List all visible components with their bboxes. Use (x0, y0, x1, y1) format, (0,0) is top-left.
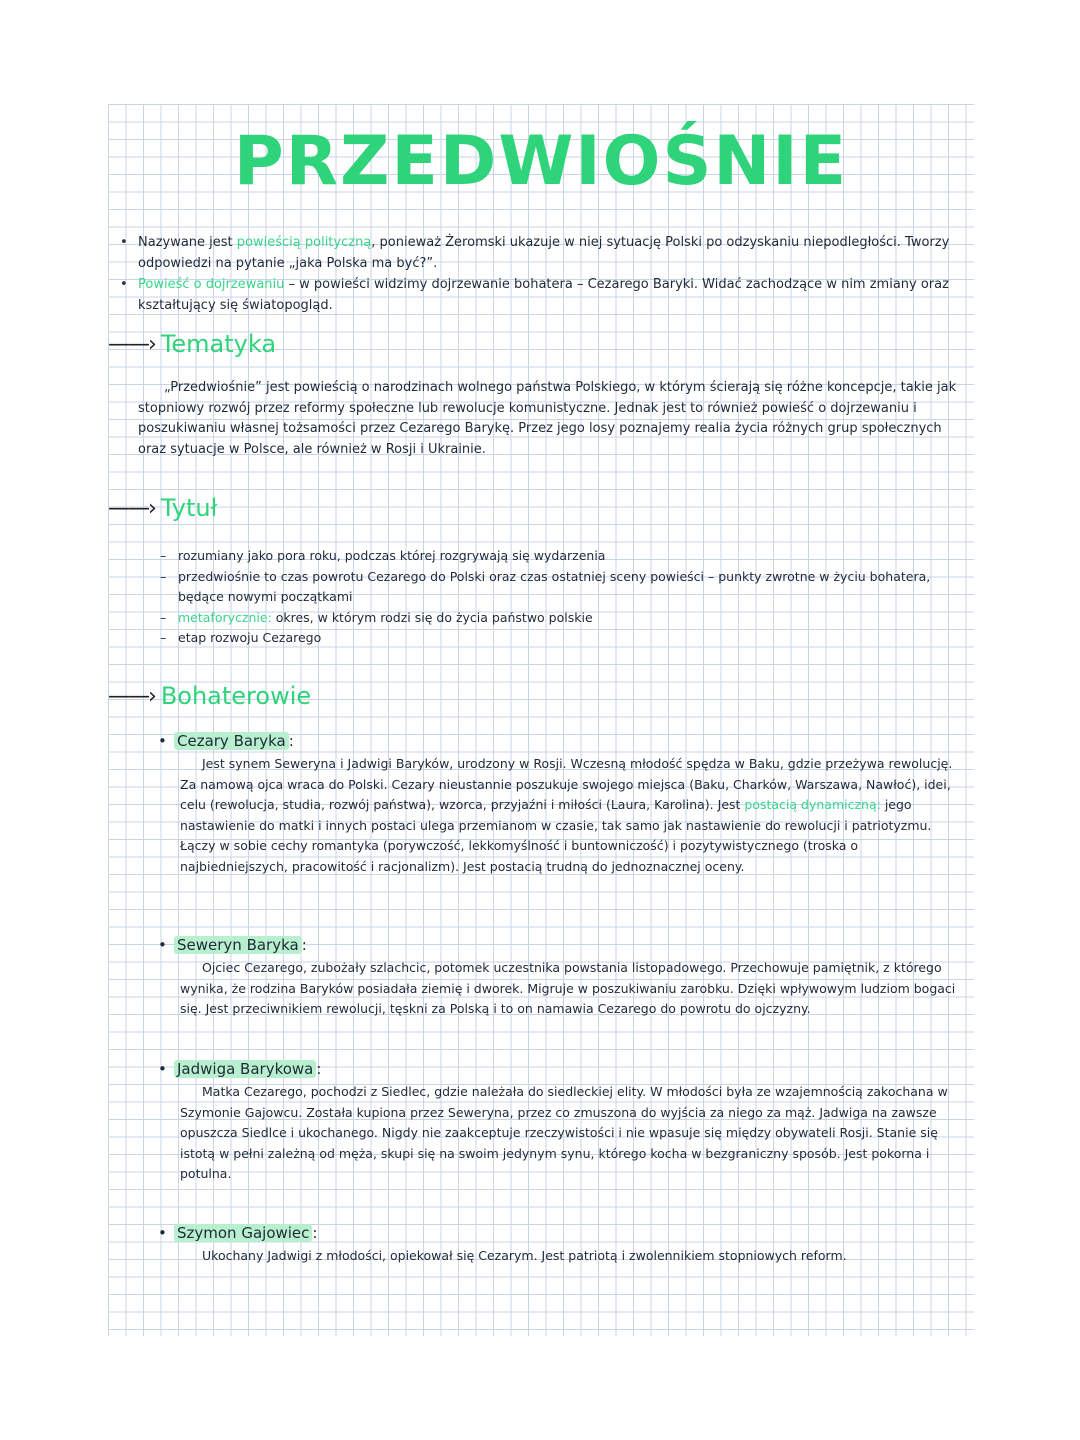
highlight-text: powieścią polityczną (236, 235, 372, 250)
list-item: – rozumiany jako pora roku, podczas której rozgrywają się wydarzenia (158, 546, 968, 567)
intro-list (118, 232, 968, 316)
list-item: – etap rozwoju Cezarego (158, 628, 968, 649)
tytul-list (158, 546, 968, 649)
character-name: Seweryn Baryka (174, 936, 302, 954)
section-heading-tytul: ——› Tytuł (108, 494, 218, 522)
character-description: Ukochany Jadwigi z młodości, opiekował się Cezarym. Jest patriotą i zwolennikiem stopniowych reform. (202, 1248, 847, 1263)
character-name: Szymon Gajowiec (174, 1224, 312, 1242)
tematyka-text: „Przedwiośnie” jest powieścią o narodzinach wolnego państwa Polskiego, w którym ścierają się różne koncepcje, takie jak stopniowy rozwój przez reformy społeczne lub rewolucje komunistyczne. Jednak jest to również powieść o dojrzewaniu i poszukiwaniu własnej tożsamości przez Cezarego Barykę. Przez jego losy poznajemy realia życia różnych grup społecznych oraz sytuacje w Polsce, ale również w Rosji i Ukrainie. (138, 380, 957, 457)
character-description: Ojciec Cezarego, zubożały szlachcic, potomek uczestnika powstania listopadowego. Przechowuje pamiętnik, z którego wynika, że rodzina Baryków posiadała ziemię i dworek. Migruje w poszukiwaniu zarobku. Dzięki wpływowym ludziom bogaci się. Jest przeciwnikiem rewolucji, tęskni za Polską i to on namawia Cezarego do powrotu do ojczyzny. (180, 960, 956, 1016)
character-szymon: • Szymon Gajowiec : Ukochany Jadwigi z młodości, opiekował się Cezarym. Jest patriotą i zwolennikiem stopniowych reform. (158, 1222, 966, 1267)
intro-item: • Powieść o dojrzewaniu – w powieści widzimy dojrzewanie bohatera – Cezarego Baryki. Widać zachodzące w nim zmiany oraz kształtujący się światopogląd. (118, 274, 968, 316)
section-heading-bohaterowie: ——› Bohaterowie (108, 682, 312, 710)
arrow-right-icon: ——› (108, 683, 155, 709)
character-name: Jadwiga Barykowa (174, 1060, 316, 1078)
arrow-right-icon: ——› (108, 331, 155, 357)
character-jadwiga: • Jadwiga Barykowa : Matka Cezarego, pochodzi z Siedlec, gdzie należała do siedleckiej elity. W młodości była ze wzajemnością zakochana w Szymonie Gajowcu. Została kupiona przez Seweryna, przez co zmuszona do wyjścia za niego za mąż. Jadwiga na zawsze opuszcza Siedlce i ukochanego. Nigdy nie zaakceptuje rzeczywistości i nie wpasuje się między obywateli Rosji. Stanie się istotą w pełni zależną od męża, skupi się na swoim jedynym synu, którego kocha w bezgraniczny sposób. Jest pokorna i potulna. (158, 1058, 966, 1185)
section-heading-tematyka: ——› Tematyka (108, 330, 277, 358)
highlight-text: Powieść o dojrzewaniu (138, 277, 285, 292)
list-item: – metaforycznie: okres, w którym rodzi się do życia państwo polskie (158, 608, 968, 629)
intro-item: • Nazywane jest powieścią polityczną, ponieważ Żeromski ukazuje w niej sytuację Polski po odzyskaniu niepodległości. Tworzy odpowiedzi na pytanie „jaka Polska ma być?”. (118, 232, 968, 274)
character-name: Cezary Baryka (174, 732, 289, 750)
page-title: PRZEDWIOŚNIE (233, 122, 849, 201)
character-description: Matka Cezarego, pochodzi z Siedlec, gdzie należała do siedleckiej elity. W młodości była ze wzajemnością zakochana w Szymonie Gajowcu. Została kupiona przez Seweryna, przez co zmuszona do wyjścia za niego za mąż. Jadwiga na zawsze opuszcza Siedlce i ukochanego. Nigdy nie zaakceptuje rzeczywistości i nie wpasuje się między obywateli Rosji. Stanie się istotą w pełni zależną od męża, skupi się na swoim jedynym synu, którego kocha w bezgraniczny sposób. Jest pokorna i potulna. (180, 1084, 948, 1181)
character-seweryn: • Seweryn Baryka : Ojciec Cezarego, zubożały szlachcic, potomek uczestnika powstania listopadowego. Przechowuje pamiętnik, z którego wynika, że rodzina Baryków posiadała ziemię i dworek. Migruje w poszukiwaniu zarobku. Dzięki wpływowym ludziom bogaci się. Jest przeciwnikiem rewolucji, tęskni za Polską i to on namawia Cezarego do powrotu do ojczyzny. (158, 934, 966, 1020)
list-item: – przedwiośnie to czas powrotu Cezarego do Polski oraz czas ostatniej sceny powieści – punkty zwrotne w życiu bohatera, będące nowymi początkami (158, 567, 968, 608)
character-cezary: • Cezary Baryka : Jest synem Seweryna i Jadwigi Baryków, urodzony w Rosji. Wczesną młodość spędza w Baku, gdzie przeżywa rewolucję. Za namową ojca wraca do Polski. Cezary nieustannie poszukuje swojego miejsca (Baku, Charków, Warszawa, Nawłoć), idei, celu (rewolucja, studia, rozwój państwa), wzorca, przyjaźni i miłości (Laura, Karolina). Jest postacią dynamiczną: jego nastawienie do matki i innych postaci ulega przemianom w czasie, tak samo jak nastawienie do rewolucji i patriotyzmu. Łączy w sobie cechy romantyka (porywczość, lekkomyślność i buntowniczość) i pozytywistycznego (troska o najbiedniejszych, pracowitość i racjonalizm). Jest postacią trudną do jednoznacznej oceny. (158, 730, 966, 877)
arrow-right-icon: ——› (108, 495, 155, 521)
character-description: Jest synem Seweryna i Jadwigi Baryków, urodzony w Rosji. Wczesną młodość spędza w Baku, gdzie przeżywa rewolucję. Za namową ojca wraca do Polski. Cezary nieustannie poszukuje swojego miejsca (Baku, Charków, Warszawa, Nawłoć), idei, celu (rewolucja, studia, rozwój państwa), wzorca, przyjaźni i miłości (Laura, Karolina). Jest postacią dynamiczną: jego nastawienie do matki i innych postaci ulega przemianom w czasie, tak samo jak nastawienie do rewolucji i patriotyzmu. Łączy w sobie cechy romantyka (porywczość, lekkomyślność i buntowniczość) i pozytywistycznego (troska o najbiedniejszych, pracowitość i racjonalizm). Jest postacią trudną do jednoznacznej oceny. (180, 756, 953, 874)
